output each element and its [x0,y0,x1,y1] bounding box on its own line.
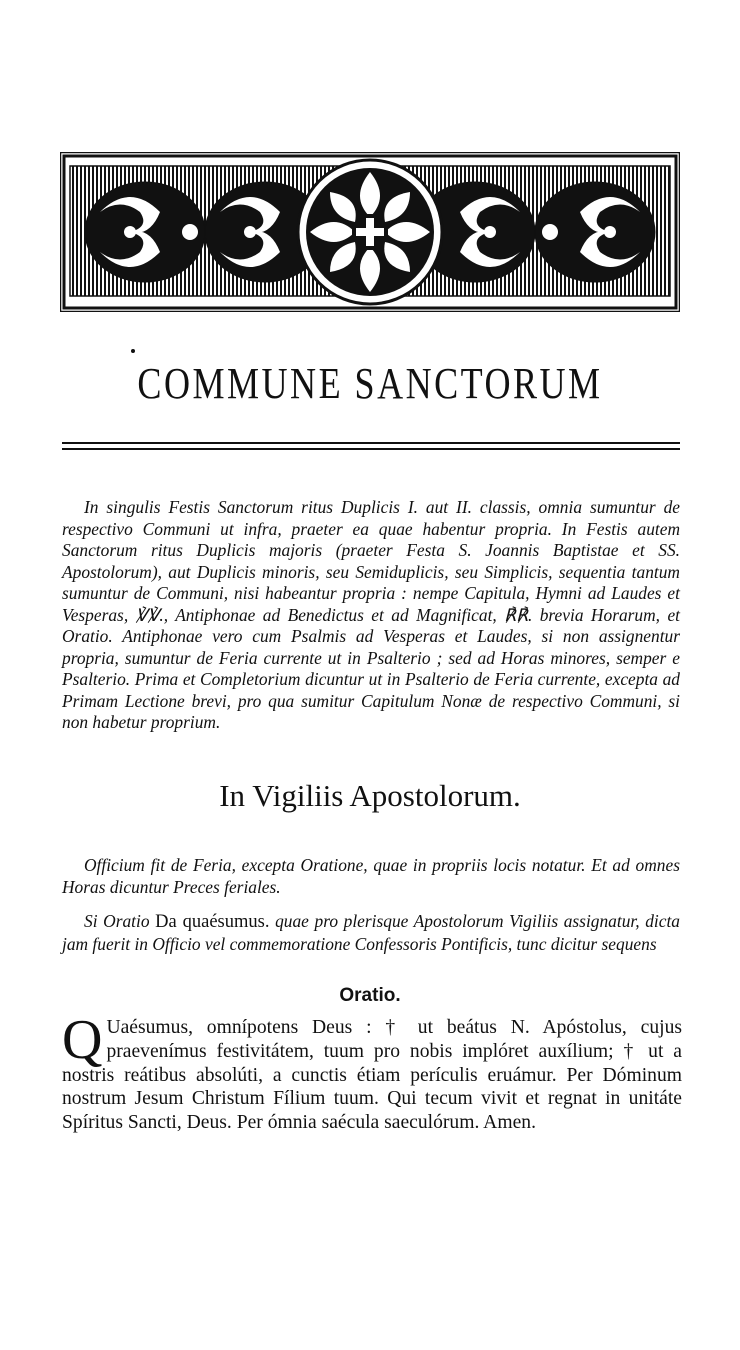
stray-dot [131,349,135,353]
double-rule-bottom [62,448,680,450]
prayer-body: Uaésumus, omnípotens Deus : † ut beátus N. Apóstolus, cujus praevenímus festivitátem, tuum pro nobis implóret auxílium; † ut a nostris reátibus absolúti, a cunctis étiam perículis eruámur. Per Dóminum nostrum Jesum Christum Fílium tuum. Qui tecum vivit et regnat in unitáte Spíritus Sancti, Deus. Per ómnia saécula saeculórum. Amen. [62,1017,682,1134]
rubric-oratio-incipit: Da quaésumus. [155,912,270,932]
double-rule-top [62,442,680,444]
intro-rubric: In singulis Festis Sanctorum ritus Duplicis I. aut II. classis, omnia sumuntur de respectivo Communi ut infra, praeter ea quae habentur propria. In Festis autem Sanctorum ritus Duplicis majoris (praeter Festa S. Joannis Baptistae et SS. Apostolorum), aut Duplicis minoris, seu Semiduplicis, seu Simplicis, sequentia tantum sumuntur de Communi, nisi habeantur propria : nempe Capitula, Hymni ad Laudes et Vesperas, ℣℣., Antiphonae ad Benedictus et ad Magnificat, ℟℟. brevia Horarum, et Oratio. Antiphonae vero cum Psalmis ad Vesperas et Laudes, si non assignentur propria, sumuntur de Feria currente ut in Psalterio ; sed ad Horas minores, semper e Psalterio. Prima et Completorium dicuntur ut in Psalterio de Feria currente, excepta ad Primam Lectione brevi, pro qua sumitur Capitulum Nonæ de respectivo Communi, si non habetur proprium. [62,497,680,732]
drop-cap: Q [62,1009,103,1071]
rubric-oratio [62,911,680,955]
rubric-oratio-rest: quae pro plerisque Apostolorum Vigiliis assignatur, dicta jam fuerit in Officio vel commemoratione Confessoris Pontificis, tunc dicitur sequens [62,911,680,954]
section-heading: In Vigiliis Apostolorum. [219,778,521,813]
rubric-officium: Officium fit de Feria, excepta Oratione, quae in propriis locis notatur. Et ad omnes Horas dicuntur Preces feriales. [62,855,680,897]
decorative-headpiece [60,152,680,312]
rubric-oratio-lead: Si Oratio [84,911,150,931]
prayer-text [62,1009,682,1135]
page-title: COMMUNE SANCTORUM [137,359,603,408]
oratio-label: Oratio. [339,985,401,1006]
